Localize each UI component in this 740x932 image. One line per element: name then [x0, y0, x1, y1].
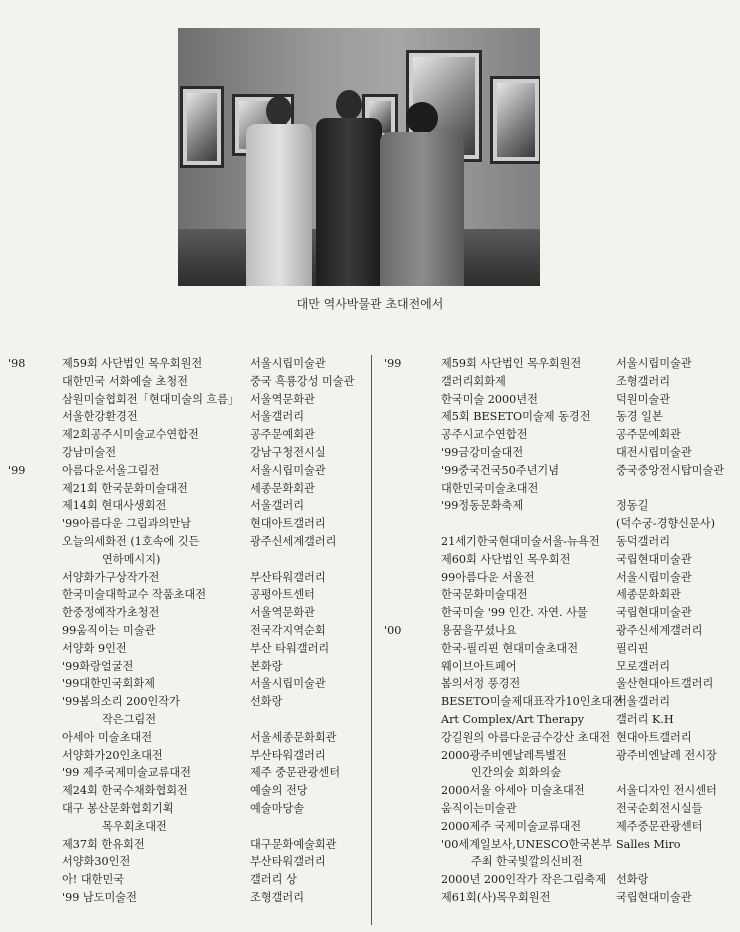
exhibition-row — [8, 658, 368, 676]
exhibition-row — [8, 444, 368, 462]
exhibition-row — [384, 747, 736, 765]
right-exhibition-list — [384, 355, 736, 907]
exhibition-title: '99금강미술대전 — [441, 445, 524, 459]
exhibition-venue: 대전시립미술관 — [616, 445, 692, 459]
exhibition-venue: 선화랑 — [616, 873, 649, 887]
exhibition-row — [8, 533, 368, 551]
exhibition-row — [384, 818, 736, 836]
exhibition-row — [8, 497, 368, 515]
exhibition-title: 아! 대한민국 — [62, 873, 125, 887]
exhibition-row — [384, 729, 736, 747]
exhibition-title: 한국-필리핀 현대미술초대전 — [441, 641, 579, 655]
exhibition-title: 2000광주비엔날레특별전 — [441, 748, 567, 762]
exhibition-title: 인간의숲 회화의숲 — [471, 766, 562, 780]
exhibition-row — [384, 853, 736, 871]
exhibition-title: 강남미술전 — [62, 445, 117, 459]
exhibition-venue: 서울시립미술관 — [250, 677, 326, 691]
exhibition-row — [384, 408, 736, 426]
left-exhibition-list — [8, 355, 368, 907]
exhibition-row — [384, 551, 736, 569]
exhibition-row — [384, 871, 736, 889]
exhibition-venue: 서울시립미술관 — [250, 463, 326, 477]
exhibition-row — [8, 408, 368, 426]
exhibition-venue: 서울시립미술관 — [616, 357, 692, 370]
exhibition-venue: 정동길 — [616, 499, 649, 513]
column-divider — [371, 355, 372, 925]
exhibition-venue: 서울역문화관 — [250, 392, 315, 406]
exhibition-row — [8, 836, 368, 854]
exhibition-venue: 중국중앙전시탑미술관 — [616, 463, 725, 477]
exhibition-venue: 갤러리 K.H — [616, 712, 674, 726]
exhibition-title: 제37회 한유회전 — [62, 837, 145, 851]
exhibition-title: 한국미술대학교수 작품초대전 — [62, 588, 207, 602]
exhibition-venue: 예술마당솔 — [250, 801, 305, 815]
exhibition-title: 한중정예작가초청전 — [62, 606, 160, 620]
exhibition-row — [8, 747, 368, 765]
exhibition-title: '99화랑얼굴전 — [62, 659, 134, 673]
person-center — [316, 90, 382, 286]
exhibition-venue: 대구문화예술회관 — [250, 837, 337, 851]
exhibition-row — [384, 480, 736, 498]
exhibition-title: 봄의서정 풍경전 — [441, 677, 521, 691]
exhibition-title: 대한민국 서화예술 초청전 — [62, 374, 188, 388]
exhibition-title: '99중국건국50주년기념 — [441, 463, 560, 477]
exhibition-venue: 동덕갤러리 — [616, 534, 671, 548]
exhibition-venue: 서울역문화관 — [250, 606, 315, 620]
exhibition-title: 움직이는미술관 — [441, 801, 517, 815]
exhibition-title: 삼원미술협회전「현대미술의 흐름」 — [62, 392, 240, 406]
exhibition-title: 제14회 현대사생회전 — [62, 499, 167, 513]
exhibition-row — [8, 515, 368, 533]
exhibition-row — [8, 853, 368, 871]
painting-frame — [490, 76, 540, 164]
exhibition-venue: 덕원미술관 — [616, 392, 671, 406]
exhibition-venue: 본화랑 — [250, 659, 283, 673]
exhibition-title: 웨이브아트페어 — [441, 659, 517, 673]
photo-caption: 대만 역사박물관 초대전에서 — [296, 297, 444, 311]
exhibition-title: 2000년 200인작가 작은그림축제 — [441, 873, 607, 887]
exhibition-venue: 공평아트센터 — [250, 588, 315, 602]
exhibition-title: 제24회 한국수채화협회전 — [62, 784, 188, 798]
exhibition-venue: 부산타워갤러리 — [250, 748, 326, 762]
exhibition-row — [8, 693, 368, 711]
exhibition-title: BESETO미술제대표작가10인초대전 — [441, 695, 623, 709]
exhibition-venue: 선화랑 — [250, 695, 283, 709]
exhibition-row — [384, 836, 736, 854]
exhibition-venue: 중국 흑룡강성 미술관 — [250, 374, 355, 388]
exhibition-venue: 필리핀 — [616, 641, 649, 655]
exhibition-title: 서양화 9인전 — [62, 641, 127, 655]
exhibition-title: 99움직이는 미술관 — [62, 623, 156, 637]
exhibition-title: 대구 봉산문화협회기획 — [62, 801, 174, 815]
exhibition-venue: 국립현대미술관 — [616, 890, 692, 904]
exhibition-title: '99 남도미술전 — [62, 890, 137, 904]
exhibition-row — [384, 889, 736, 907]
exhibition-venue: 제주 중문관광센터 — [250, 766, 341, 780]
exhibition-venue: 서울디자인 전시센터 — [616, 784, 717, 798]
exhibition-venue: 부산타워갤러리 — [250, 855, 326, 869]
exhibition-title: 서양화30인전 — [62, 855, 131, 869]
exhibition-title: 한국미술 2000년전 — [441, 392, 538, 406]
exhibition-venue: 서울갤러리 — [250, 499, 305, 513]
exhibition-venue: 공주문예회관 — [250, 428, 315, 442]
person-left — [246, 96, 312, 286]
exhibition-row — [8, 818, 368, 836]
exhibition-row — [384, 622, 736, 640]
exhibition-title: 제5회 BESETO미술제 동경전 — [441, 410, 591, 424]
exhibition-row — [8, 462, 368, 480]
exhibition-venue: Salles Miro — [616, 837, 681, 851]
exhibition-title: 연하메시지) — [102, 552, 161, 566]
exhibition-row — [384, 515, 736, 533]
exhibition-row — [8, 675, 368, 693]
painting-frame — [180, 86, 224, 168]
exhibition-row — [8, 800, 368, 818]
exhibition-row — [8, 373, 368, 391]
exhibition-venue: (덕수궁-경향신문사) — [616, 517, 715, 531]
exhibition-title: 21세기한국현대미술서울-뉴욕전 — [441, 534, 600, 548]
exhibition-row — [384, 711, 736, 729]
exhibition-title: 용꿈을꾸셨나요 — [441, 623, 517, 637]
exhibition-row — [8, 782, 368, 800]
exhibition-venue: 광주비엔날레 전시장 — [616, 748, 717, 762]
exhibition-year: '98 — [8, 357, 26, 370]
exhibition-row — [8, 729, 368, 747]
exhibition-title: Art Complex/Art Therapy — [441, 712, 585, 726]
exhibition-row — [8, 711, 368, 729]
exhibition-venue: 세종문화회관 — [250, 481, 315, 495]
exhibition-venue: 현대아트갤러리 — [250, 517, 326, 531]
exhibition-row — [8, 391, 368, 409]
exhibition-venue: 광주신세계갤러리 — [616, 623, 703, 637]
exhibition-row — [384, 675, 736, 693]
exhibition-venue: 국립현대미술관 — [616, 552, 692, 566]
exhibition-title: 제2회공주시미술교수연합전 — [62, 428, 199, 442]
exhibition-row — [384, 391, 736, 409]
exhibition-venue: 서울시립미술관 — [250, 357, 326, 370]
exhibition-row — [8, 604, 368, 622]
exhibition-title: 제60회 사단법인 목우회전 — [441, 552, 571, 566]
exhibition-title: 한국문화미술대전 — [441, 588, 528, 602]
exhibition-title: '00세계일보사,UNESCO한국본부 — [441, 837, 612, 851]
exhibition-venue: 동경 일본 — [616, 410, 663, 424]
exhibition-row — [384, 533, 736, 551]
exhibition-title: 서울한강환경전 — [62, 410, 138, 424]
exhibition-venue: 부산타워갤러리 — [250, 570, 326, 584]
exhibition-title: 목우회초대전 — [102, 819, 167, 833]
exhibition-venue: 울산현대아트갤러리 — [616, 677, 714, 691]
exhibition-title: 갤러리회화제 — [441, 374, 506, 388]
exhibition-row — [384, 444, 736, 462]
exhibition-title: 제61회(사)목우회원전 — [441, 890, 551, 904]
exhibition-title: 아세아 미술초대전 — [62, 730, 153, 744]
exhibition-title: 제59회 사단법인 목우회원전 — [441, 357, 582, 370]
exhibition-venue: 제주중문관광센터 — [616, 819, 703, 833]
exhibition-row — [384, 586, 736, 604]
exhibition-venue: 서울갤러리 — [250, 410, 305, 424]
exhibition-title: 제21회 한국문화미술대전 — [62, 481, 188, 495]
exhibition-year: '00 — [384, 623, 402, 637]
exhibition-title: '99정동문화축제 — [441, 499, 524, 513]
exhibition-venue: 전국각지역순회 — [250, 623, 326, 637]
exhibition-title: 서양화가구상작가전 — [62, 570, 160, 584]
exhibition-title: 99아름다운 서울전 — [441, 570, 535, 584]
exhibition-row — [384, 355, 736, 373]
exhibition-venue: 전국순회전시실들 — [616, 801, 703, 815]
exhibition-title: '99대한민국회화제 — [62, 677, 155, 691]
exhibition-venue: 모로갤러리 — [616, 659, 671, 673]
exhibition-venue: 조형갤러리 — [250, 890, 305, 904]
exhibition-row — [384, 462, 736, 480]
exhibition-venue: 강남구청전시실 — [250, 445, 326, 459]
exhibition-title: 오늘의세화전 (1호속에 깃든 — [62, 534, 200, 548]
exhibition-title: 공주시교수연합전 — [441, 428, 528, 442]
exhibition-venue: 공주문예회관 — [616, 428, 681, 442]
exhibition-title: 강길원의 아름다운금수강산 초대전 — [441, 730, 611, 744]
exhibition-title: 한국미술 '99 인간. 자연. 사물 — [441, 606, 588, 620]
exhibition-title: 주최 한국빛깔의신비전 — [471, 855, 583, 869]
exhibition-title: 2000제주 국제미술교류대전 — [441, 819, 582, 833]
exhibition-row — [384, 373, 736, 391]
exhibition-row — [384, 604, 736, 622]
exhibition-row — [8, 569, 368, 587]
exhibition-row — [8, 871, 368, 889]
exhibition-venue: 조형갤러리 — [616, 374, 671, 388]
exhibition-venue: 현대아트갤러리 — [616, 730, 692, 744]
exhibition-title: 제59회 사단법인 목우회원전 — [62, 357, 203, 370]
exhibition-row — [8, 640, 368, 658]
exhibition-title: '99봄의소리 200인작가 — [62, 695, 180, 709]
exhibition-row — [384, 658, 736, 676]
exhibition-venue: 부산 타워갤러리 — [250, 641, 330, 655]
exhibition-row — [384, 693, 736, 711]
exhibition-row — [8, 480, 368, 498]
exhibition-title: '99 제주국제미술교류대전 — [62, 766, 191, 780]
exhibition-venue: 서울세종문화회관 — [250, 730, 337, 744]
exhibition-venue: 갤러리 상 — [250, 873, 297, 887]
exhibition-row — [384, 426, 736, 444]
exhibition-venue: 예술의 전당 — [250, 784, 308, 798]
exhibition-row — [8, 551, 368, 569]
exhibition-venue: 서울시립미술관 — [616, 570, 692, 584]
exhibition-venue: 세종문화회관 — [616, 588, 681, 602]
exhibition-row — [8, 764, 368, 782]
exhibition-row — [384, 640, 736, 658]
exhibition-venue: 국립현대미술관 — [616, 606, 692, 620]
exhibition-row — [8, 586, 368, 604]
exhibition-title: '99아름다운 그림과의만남 — [62, 517, 191, 531]
exhibition-row — [8, 889, 368, 907]
exhibition-year: '99 — [384, 357, 402, 370]
exhibition-row — [8, 355, 368, 373]
exhibition-photo — [178, 28, 540, 286]
exhibition-row — [384, 569, 736, 587]
person-right — [380, 102, 464, 286]
exhibition-row — [384, 497, 736, 515]
exhibition-title: 작은그림전 — [102, 712, 157, 726]
exhibition-row — [384, 764, 736, 782]
exhibition-row — [8, 622, 368, 640]
exhibition-row — [384, 800, 736, 818]
exhibition-year: '99 — [8, 463, 26, 477]
exhibition-row — [8, 426, 368, 444]
exhibition-venue: 광주신세계갤러리 — [250, 534, 337, 548]
exhibition-title: 대한민국미술초대전 — [441, 481, 539, 495]
exhibition-title: 아름다운서울그림전 — [62, 463, 160, 477]
exhibition-row — [384, 782, 736, 800]
exhibition-venue: 서울갤러리 — [616, 695, 671, 709]
exhibition-title: 서양화가20인초대전 — [62, 748, 163, 762]
exhibition-title: 2000서울 아세아 미술초대전 — [441, 784, 585, 798]
